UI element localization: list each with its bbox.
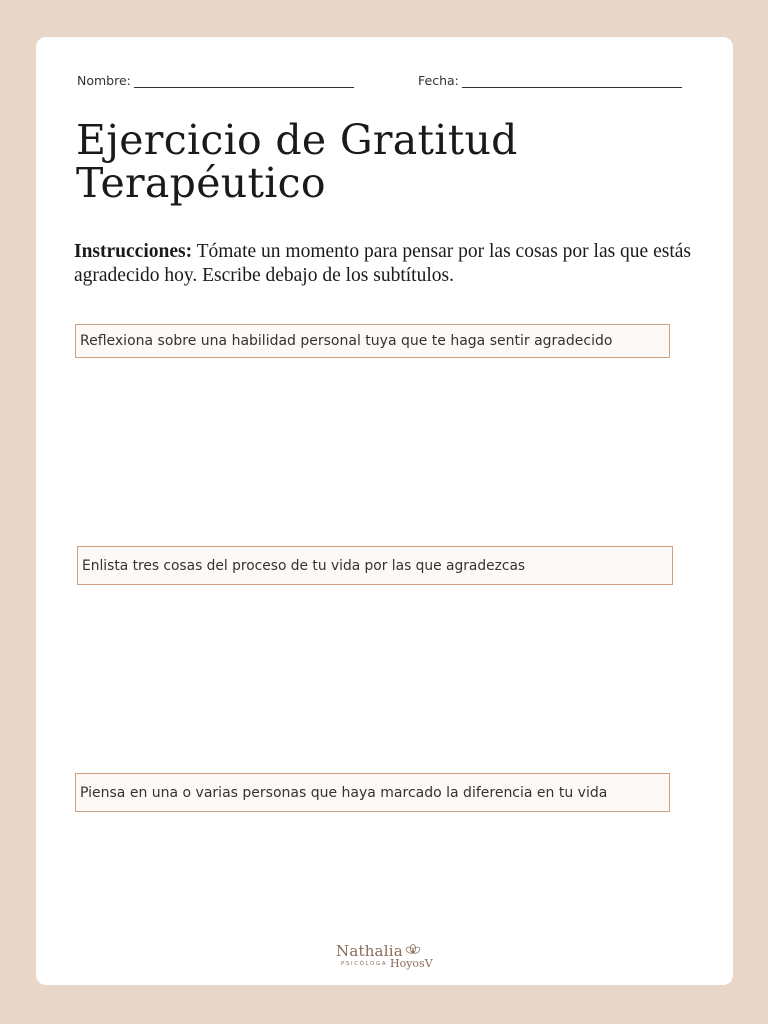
worksheet-page	[36, 37, 733, 985]
page-title	[76, 116, 518, 207]
prompt-box-people	[75, 773, 670, 812]
instructions-paragraph	[74, 240, 694, 288]
prompt-text: Enlista tres cosas del proceso de tu vida por las que agradezcas	[82, 557, 526, 574]
instructions-label: Instrucciones:	[74, 241, 193, 262]
prompt-text: Reflexiona sobre una habilidad personal tuya que te haga sentir agradecido	[80, 333, 613, 349]
logo-name: Nathalia	[336, 942, 403, 960]
date-label: Fecha:	[418, 73, 459, 88]
date-field[interactable]	[418, 73, 682, 88]
title-line-1: Ejercicio de Gratitud	[76, 116, 518, 164]
name-blank-line[interactable]	[134, 73, 354, 88]
name-field[interactable]	[77, 73, 354, 88]
prompt-box-skill	[75, 324, 670, 358]
brand-logo	[336, 942, 436, 978]
prompt-box-life-process	[77, 546, 673, 585]
logo-subtitle: PSICÓLOGA	[341, 961, 388, 967]
prompt-text: Piensa en una o varias personas que haya marcado la diferencia en tu vida	[80, 784, 608, 801]
date-blank-line[interactable]	[462, 73, 682, 88]
name-label: Nombre:	[77, 73, 131, 88]
instructions-text: Tómate un momento para pensar por las cosas por las que estás agradecido hoy. Escribe debajo de los subtítulos.	[74, 241, 691, 286]
title-line-2: Terapéutico	[76, 159, 326, 207]
logo-surname: HoyosV	[390, 957, 433, 970]
